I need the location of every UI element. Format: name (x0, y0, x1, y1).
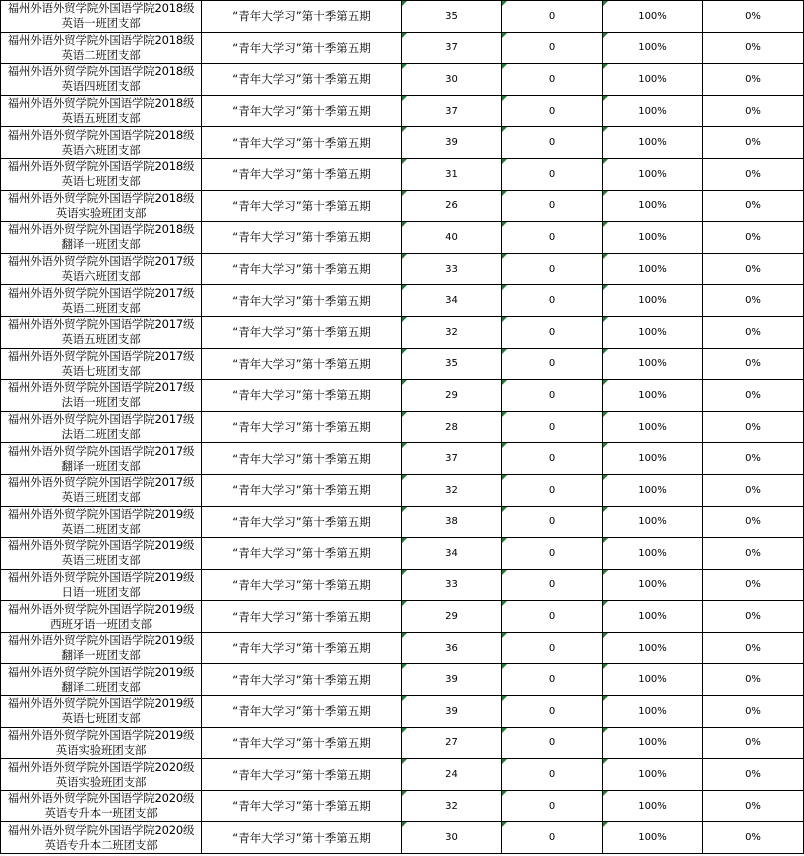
organization-cell (1, 380, 202, 412)
organization-line2: 英语实验班团支部 (55, 774, 147, 789)
table-row (1, 158, 804, 190)
completion-rate-cell: 100% (603, 696, 703, 728)
unfinished-cell: 0 (502, 285, 603, 317)
unfinished-rate-cell: 0% (703, 822, 804, 854)
total-cell: 37 (402, 95, 502, 127)
unfinished-rate-cell: 0% (703, 632, 804, 664)
total-cell: 24 (402, 759, 502, 791)
completion-rate-cell: 100% (603, 664, 703, 696)
organization-cell (1, 790, 202, 822)
organization-line1: 福州外语外贸学院外国语学院2017级 (7, 475, 195, 490)
unfinished-rate-cell: 0% (703, 158, 804, 190)
table-row (1, 64, 804, 96)
event-cell: “青年大学习”第十季第五期 (202, 190, 402, 222)
table-row (1, 95, 804, 127)
completion-rate-cell: 100% (603, 348, 703, 380)
total-cell: 37 (402, 32, 502, 64)
organization-line2: 英语四班团支部 (61, 79, 141, 94)
event-cell: “青年大学习”第十季第五期 (202, 569, 402, 601)
organization-cell (1, 443, 202, 475)
total-cell: 30 (402, 64, 502, 96)
event-cell: “青年大学习”第十季第五期 (202, 790, 402, 822)
table-body (1, 1, 804, 854)
table-row (1, 348, 804, 380)
total-cell: 33 (402, 569, 502, 601)
organization-line2: 英语五班团支部 (61, 332, 141, 347)
unfinished-rate-cell: 0% (703, 95, 804, 127)
organization-cell (1, 348, 202, 380)
total-cell: 35 (402, 348, 502, 380)
unfinished-cell: 0 (502, 790, 603, 822)
unfinished-cell: 0 (502, 190, 603, 222)
unfinished-rate-cell: 0% (703, 474, 804, 506)
table-row (1, 664, 804, 696)
organization-line1: 福州外语外贸学院外国语学院2017级 (7, 254, 195, 269)
organization-cell (1, 32, 202, 64)
event-cell: “青年大学习”第十季第五期 (202, 95, 402, 127)
organization-line1: 福州外语外贸学院外国语学院2018级 (7, 96, 195, 111)
unfinished-rate-cell: 0% (703, 64, 804, 96)
unfinished-cell: 0 (502, 1, 603, 33)
unfinished-cell: 0 (502, 411, 603, 443)
organization-cell (1, 158, 202, 190)
organization-line1: 福州外语外贸学院外国语学院2018级 (7, 159, 195, 174)
unfinished-rate-cell: 0% (703, 506, 804, 538)
event-cell: “青年大学习”第十季第五期 (202, 127, 402, 159)
organization-line2: 英语二班团支部 (61, 521, 141, 536)
event-cell: “青年大学习”第十季第五期 (202, 822, 402, 854)
organization-line1: 福州外语外贸学院外国语学院2018级 (7, 190, 195, 205)
event-cell: “青年大学习”第十季第五期 (202, 32, 402, 64)
event-cell: “青年大学习”第十季第五期 (202, 538, 402, 570)
organization-line1: 福州外语外贸学院外国语学院2020级 (7, 759, 195, 774)
table-row (1, 538, 804, 570)
unfinished-cell: 0 (502, 727, 603, 759)
organization-line1: 福州外语外贸学院外国语学院2018级 (7, 222, 195, 237)
unfinished-cell: 0 (502, 601, 603, 633)
table-row (1, 727, 804, 759)
unfinished-rate-cell: 0% (703, 696, 804, 728)
table-row (1, 285, 804, 317)
organization-line2: 英语七班团支部 (61, 363, 141, 378)
organization-line2: 英语六班团支部 (61, 269, 141, 284)
total-cell: 33 (402, 253, 502, 285)
total-cell: 29 (402, 601, 502, 633)
organization-line1: 福州外语外贸学院外国语学院2019级 (7, 538, 195, 553)
organization-line2: 法语二班团支部 (61, 427, 141, 442)
organization-line2: 英语五班团支部 (61, 111, 141, 126)
event-cell: “青年大学习”第十季第五期 (202, 158, 402, 190)
table-row (1, 253, 804, 285)
organization-line1: 福州外语外贸学院外国语学院2018级 (7, 64, 195, 79)
organization-line2: 英语七班团支部 (61, 711, 141, 726)
total-cell: 34 (402, 538, 502, 570)
table-row (1, 411, 804, 443)
unfinished-rate-cell: 0% (703, 348, 804, 380)
event-cell: “青年大学习”第十季第五期 (202, 443, 402, 475)
total-cell: 39 (402, 696, 502, 728)
organization-line1: 福州外语外贸学院外国语学院2017级 (7, 285, 195, 300)
unfinished-cell: 0 (502, 664, 603, 696)
unfinished-rate-cell: 0% (703, 285, 804, 317)
completion-rate-cell: 100% (603, 822, 703, 854)
unfinished-rate-cell: 0% (703, 32, 804, 64)
organization-line1: 福州外语外贸学院外国语学院2019级 (7, 633, 195, 648)
completion-rate-cell: 100% (603, 95, 703, 127)
unfinished-rate-cell: 0% (703, 1, 804, 33)
unfinished-rate-cell: 0% (703, 380, 804, 412)
organization-line2: 翻译一班团支部 (61, 237, 141, 252)
completion-rate-cell: 100% (603, 285, 703, 317)
organization-line2: 英语专升本一班团支部 (44, 806, 158, 821)
organization-line2: 英语专升本二班团支部 (44, 837, 158, 852)
unfinished-rate-cell: 0% (703, 253, 804, 285)
organization-line2: 英语一班团支部 (61, 16, 141, 31)
organization-line1: 福州外语外贸学院外国语学院2017级 (7, 380, 195, 395)
completion-rate-cell: 100% (603, 569, 703, 601)
unfinished-rate-cell: 0% (703, 727, 804, 759)
completion-rate-cell: 100% (603, 443, 703, 475)
completion-rate-cell: 100% (603, 222, 703, 254)
organization-line1: 福州外语外贸学院外国语学院2019级 (7, 727, 195, 742)
table-row (1, 822, 804, 854)
table-row (1, 759, 804, 791)
event-cell: “青年大学习”第十季第五期 (202, 696, 402, 728)
unfinished-rate-cell: 0% (703, 411, 804, 443)
unfinished-cell: 0 (502, 316, 603, 348)
organization-cell (1, 285, 202, 317)
event-cell: “青年大学习”第十季第五期 (202, 348, 402, 380)
event-cell: “青年大学习”第十季第五期 (202, 380, 402, 412)
event-cell: “青年大学习”第十季第五期 (202, 759, 402, 791)
organization-line1: 福州外语外贸学院外国语学院2019级 (7, 601, 195, 616)
unfinished-rate-cell: 0% (703, 664, 804, 696)
completion-rate-cell: 100% (603, 64, 703, 96)
table-row (1, 601, 804, 633)
organization-line2: 英语二班团支部 (61, 300, 141, 315)
table-row (1, 190, 804, 222)
unfinished-cell: 0 (502, 506, 603, 538)
unfinished-rate-cell: 0% (703, 759, 804, 791)
unfinished-cell: 0 (502, 380, 603, 412)
unfinished-cell: 0 (502, 696, 603, 728)
completion-rate-cell: 100% (603, 1, 703, 33)
completion-rate-cell: 100% (603, 759, 703, 791)
organization-line2: 法语一班团支部 (61, 395, 141, 410)
total-cell: 40 (402, 222, 502, 254)
organization-line1: 福州外语外贸学院外国语学院2019级 (7, 664, 195, 679)
organization-cell (1, 253, 202, 285)
organization-line2: 英语三班团支部 (61, 490, 141, 505)
unfinished-cell: 0 (502, 569, 603, 601)
organization-cell (1, 222, 202, 254)
unfinished-cell: 0 (502, 443, 603, 475)
completion-rate-cell: 100% (603, 601, 703, 633)
total-cell: 29 (402, 380, 502, 412)
organization-line1: 福州外语外贸学院外国语学院2017级 (7, 317, 195, 332)
organization-line1: 福州外语外贸学院外国语学院2018级 (7, 127, 195, 142)
completion-rate-cell: 100% (603, 380, 703, 412)
unfinished-cell: 0 (502, 632, 603, 664)
unfinished-rate-cell: 0% (703, 222, 804, 254)
organization-line1: 福州外语外贸学院外国语学院2019级 (7, 569, 195, 584)
total-cell: 28 (402, 411, 502, 443)
organization-line1: 福州外语外贸学院外国语学院2018级 (7, 32, 195, 47)
organization-cell (1, 1, 202, 33)
organization-cell (1, 664, 202, 696)
event-cell: “青年大学习”第十季第五期 (202, 632, 402, 664)
organization-cell (1, 474, 202, 506)
event-cell: “青年大学习”第十季第五期 (202, 411, 402, 443)
completion-rate-cell: 100% (603, 158, 703, 190)
total-cell: 39 (402, 127, 502, 159)
unfinished-cell: 0 (502, 127, 603, 159)
organization-line2: 翻译二班团支部 (61, 679, 141, 694)
organization-line1: 福州外语外贸学院外国语学院2019级 (7, 696, 195, 711)
completion-rate-cell: 100% (603, 538, 703, 570)
organization-cell (1, 316, 202, 348)
event-cell: “青年大学习”第十季第五期 (202, 506, 402, 538)
organization-cell (1, 601, 202, 633)
unfinished-rate-cell: 0% (703, 190, 804, 222)
total-cell: 35 (402, 1, 502, 33)
organization-cell (1, 727, 202, 759)
unfinished-cell: 0 (502, 538, 603, 570)
table-row (1, 443, 804, 475)
organization-line2: 翻译一班团支部 (61, 648, 141, 663)
organization-line1: 福州外语外贸学院外国语学院2018级 (7, 1, 195, 16)
completion-rate-cell: 100% (603, 411, 703, 443)
unfinished-cell: 0 (502, 158, 603, 190)
organization-cell (1, 190, 202, 222)
organization-line2: 英语六班团支部 (61, 142, 141, 157)
organization-line2: 翻译一班团支部 (61, 458, 141, 473)
table-row (1, 32, 804, 64)
organization-cell (1, 506, 202, 538)
organization-cell (1, 538, 202, 570)
organization-cell (1, 632, 202, 664)
unfinished-cell: 0 (502, 474, 603, 506)
organization-line1: 福州外语外贸学院外国语学院2017级 (7, 412, 195, 427)
unfinished-rate-cell: 0% (703, 538, 804, 570)
table-row (1, 474, 804, 506)
event-cell: “青年大学习”第十季第五期 (202, 664, 402, 696)
unfinished-cell: 0 (502, 222, 603, 254)
table-row (1, 569, 804, 601)
organization-line1: 福州外语外贸学院外国语学院2017级 (7, 348, 195, 363)
unfinished-rate-cell: 0% (703, 790, 804, 822)
unfinished-rate-cell: 0% (703, 316, 804, 348)
organization-line2: 英语实验班团支部 (55, 205, 147, 220)
organization-cell (1, 95, 202, 127)
total-cell: 32 (402, 316, 502, 348)
total-cell: 26 (402, 190, 502, 222)
organization-line2: 西班牙语一班团支部 (50, 616, 152, 631)
event-cell: “青年大学习”第十季第五期 (202, 253, 402, 285)
total-cell: 36 (402, 632, 502, 664)
table-row (1, 1, 804, 33)
completion-rate-cell: 100% (603, 727, 703, 759)
table-row (1, 222, 804, 254)
event-cell: “青年大学习”第十季第五期 (202, 316, 402, 348)
event-cell: “青年大学习”第十季第五期 (202, 727, 402, 759)
table-row (1, 316, 804, 348)
event-cell: “青年大学习”第十季第五期 (202, 474, 402, 506)
unfinished-cell: 0 (502, 32, 603, 64)
unfinished-rate-cell: 0% (703, 601, 804, 633)
total-cell: 34 (402, 285, 502, 317)
organization-line1: 福州外语外贸学院外国语学院2020级 (7, 822, 195, 837)
organization-line1: 福州外语外贸学院外国语学院2020级 (7, 791, 195, 806)
organization-cell (1, 127, 202, 159)
total-cell: 37 (402, 443, 502, 475)
organization-cell (1, 696, 202, 728)
total-cell: 27 (402, 727, 502, 759)
event-cell: “青年大学习”第十季第五期 (202, 601, 402, 633)
organization-line2: 英语七班团支部 (61, 174, 141, 189)
completion-rate-cell: 100% (603, 790, 703, 822)
total-cell: 31 (402, 158, 502, 190)
table-row (1, 380, 804, 412)
completion-rate-cell: 100% (603, 253, 703, 285)
organization-cell (1, 411, 202, 443)
event-cell: “青年大学习”第十季第五期 (202, 285, 402, 317)
organization-cell (1, 759, 202, 791)
event-cell: “青年大学习”第十季第五期 (202, 1, 402, 33)
completion-rate-cell: 100% (603, 190, 703, 222)
total-cell: 32 (402, 474, 502, 506)
total-cell: 32 (402, 790, 502, 822)
total-cell: 30 (402, 822, 502, 854)
completion-rate-cell: 100% (603, 32, 703, 64)
completion-rate-cell: 100% (603, 127, 703, 159)
completion-rate-cell: 100% (603, 474, 703, 506)
organization-line2: 日语一班团支部 (61, 584, 141, 599)
table-row (1, 790, 804, 822)
organization-cell (1, 569, 202, 601)
completion-rate-cell: 100% (603, 506, 703, 538)
organization-cell (1, 64, 202, 96)
organization-line1: 福州外语外贸学院外国语学院2019级 (7, 506, 195, 521)
completion-rate-cell: 100% (603, 316, 703, 348)
unfinished-cell: 0 (502, 64, 603, 96)
table-row (1, 506, 804, 538)
completion-rate-cell: 100% (603, 632, 703, 664)
organization-cell (1, 822, 202, 854)
organization-line2: 英语二班团支部 (61, 47, 141, 62)
unfinished-rate-cell: 0% (703, 127, 804, 159)
event-cell: “青年大学习”第十季第五期 (202, 222, 402, 254)
unfinished-cell: 0 (502, 348, 603, 380)
organization-line2: 英语实验班团支部 (55, 742, 147, 757)
table-row (1, 696, 804, 728)
organization-line1: 福州外语外贸学院外国语学院2017级 (7, 443, 195, 458)
unfinished-cell: 0 (502, 95, 603, 127)
unfinished-cell: 0 (502, 759, 603, 791)
total-cell: 38 (402, 506, 502, 538)
table-row (1, 632, 804, 664)
unfinished-rate-cell: 0% (703, 569, 804, 601)
unfinished-cell: 0 (502, 253, 603, 285)
table-row (1, 127, 804, 159)
event-cell: “青年大学习”第十季第五期 (202, 64, 402, 96)
unfinished-cell: 0 (502, 822, 603, 854)
unfinished-rate-cell: 0% (703, 443, 804, 475)
organization-line2: 英语三班团支部 (61, 553, 141, 568)
total-cell: 39 (402, 664, 502, 696)
